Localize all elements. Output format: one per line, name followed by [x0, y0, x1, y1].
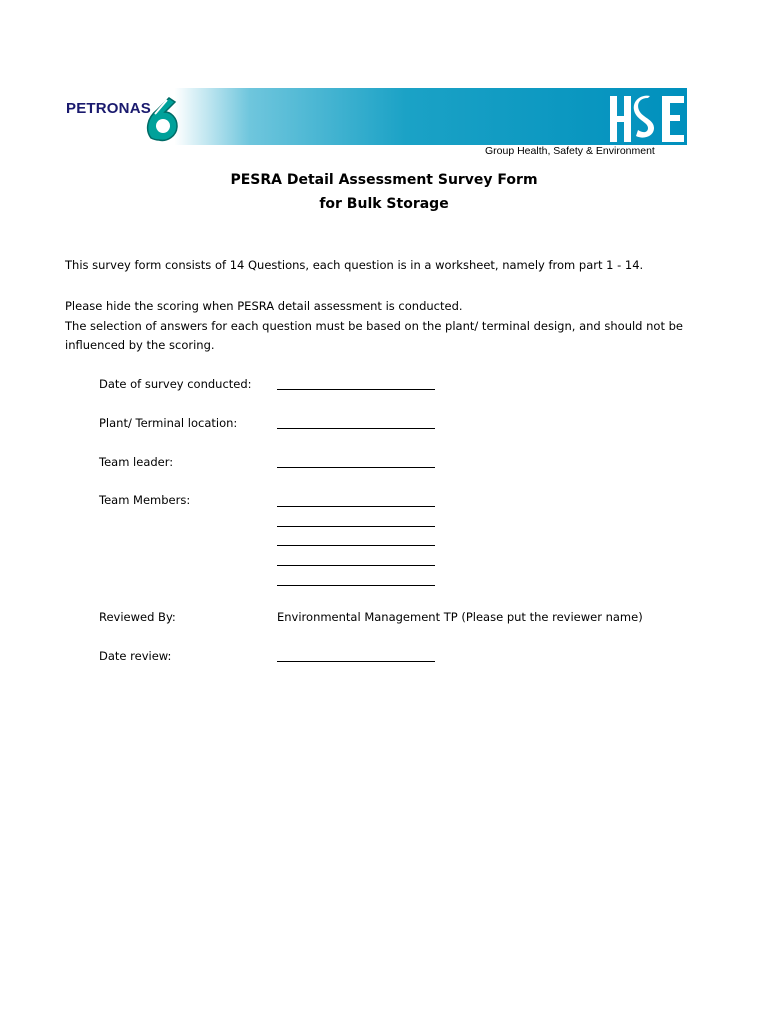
team-leader-label: Team leader: — [99, 455, 174, 469]
team-member-field[interactable] — [277, 506, 435, 507]
intro-paragraph: This survey form consists of 14 Questions, each question is in a worksheet, namely from part 1 - 14. — [65, 258, 644, 272]
plant-location-label: Plant/ Terminal location: — [99, 416, 238, 430]
team-member-field[interactable] — [277, 585, 435, 586]
scoring-note: Please hide the scoring when PESRA detail assessment is conducted. — [65, 299, 463, 313]
form-title-line2: for Bulk Storage — [319, 196, 449, 212]
hse-logo-icon — [608, 92, 686, 144]
selection-note-line2: influenced by the scoring. — [65, 338, 215, 352]
team-members-label: Team Members: — [99, 493, 191, 507]
date-review-label: Date review: — [99, 649, 172, 663]
reviewed-by-value: Environmental Management TP (Please put the reviewer name) — [277, 610, 643, 624]
plant-location-field[interactable] — [277, 428, 435, 429]
petronas-wordmark: PETRONAS — [66, 100, 151, 117]
group-hse-subtitle: Group Health, Safety & Environment — [485, 145, 655, 157]
petronas-logo-icon — [145, 92, 179, 142]
team-member-field[interactable] — [277, 526, 435, 527]
header-banner — [62, 88, 687, 145]
date-review-field[interactable] — [277, 661, 435, 662]
form-title-line1: PESRA Detail Assessment Survey Form — [230, 172, 538, 188]
team-leader-field[interactable] — [277, 467, 435, 468]
selection-note-line1: The selection of answers for each question must be based on the plant/ terminal design, and should not be — [65, 319, 683, 333]
team-member-field[interactable] — [277, 545, 435, 546]
team-member-field[interactable] — [277, 565, 435, 566]
reviewed-by-label: Reviewed By: — [99, 610, 176, 624]
date-of-survey-label: Date of survey conducted: — [99, 377, 252, 391]
date-of-survey-field[interactable] — [277, 389, 435, 390]
